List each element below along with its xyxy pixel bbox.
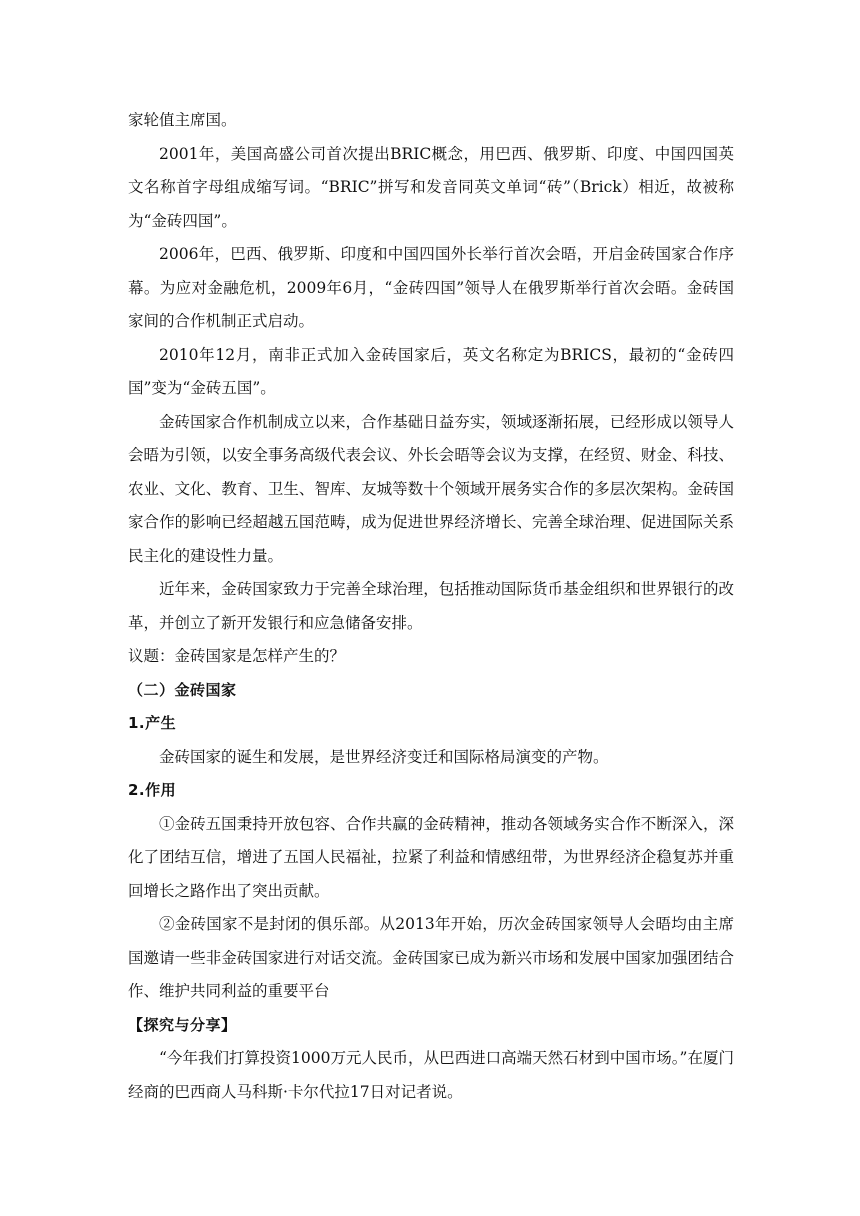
paragraph-south-africa: 2010年12月，南非正式加入金砖国家后，英文名称定为BRICS，最初的“金砖四国”变为“金砖五国”。 — [128, 345, 734, 397]
subsection-role-title: 2.作用 — [128, 781, 177, 799]
subsection-origin-title: 1.产生 — [128, 714, 177, 732]
role-item-2: ②金砖国家不是封闭的俱乐部。从2013年开始，历次金砖国家领导人会晤均由主席国邀请一些非金砖国家进行对话交流。金砖国家已成为新兴市场和发展中国家加强团结合作、维护共同利益的重要平台 — [128, 915, 734, 1000]
role-item-1: ①金砖五国秉持开放包容、合作共赢的金砖精神，推动各领域务实合作不断深入，深化了团结互信，增进了五国人民福祉，拉紧了利益和情感纽带，为世界经济企稳复苏并重回增长之路作出了突出贡献。 — [128, 814, 734, 900]
document-body — [128, 104, 734, 1109]
subsection-origin-text: 金砖国家的诞生和发展，是世界经济变迁和国际格局演变的产物。 — [159, 747, 609, 766]
paragraph-bric-origin: 2001年，美国高盛公司首次提出BRIC概念，用巴西、俄罗斯、印度、中国四国英文名称首字母组成缩写词。“BRIC”拼写和发音同英文单词“砖”（Brick）相近，故被称为“金砖四国”。 — [128, 144, 734, 230]
explore-share-text: “今年我们打算投资1000万元人民币，从巴西进口高端天然石材到中国市场。”在厦门经商的巴西商人马科斯·卡尔代拉17日对记者说。 — [128, 1049, 734, 1101]
paragraph-cooperation: 金砖国家合作机制成立以来，合作基础日益夯实，领域逐渐拓展，已经形成以领导人会晤为引领，以安全事务高级代表会议、外长会晤等会议为支撑，在经贸、财金、科技、农业、文化、教育、卫生、智库、友城等数十个领域开展务实合作的多层次架构。金砖国家合作的影响已经超越五国范畴，成为促进世界经济增长、完善全球治理、促进国际关系民主化的建设性力量。 — [128, 412, 734, 565]
paragraph-global-governance: 近年来，金砖国家致力于完善全球治理，包括推动国际货币基金组织和世界银行的改革，并创立了新开发银行和应急储备安排。 — [128, 580, 734, 632]
section-title: （二）金砖国家 — [128, 680, 237, 699]
topic-question: 议题：金砖国家是怎样产生的？ — [128, 647, 346, 665]
explore-share-title: 【探究与分享】 — [128, 1015, 237, 1034]
paragraph-continuation: 家轮值主席国。 — [128, 111, 237, 129]
paragraph-first-meeting: 2006年，巴西、俄罗斯、印度和中国四国外长举行首次会晤，开启金砖国家合作序幕。为应对金融危机，2009年6月，“金砖四国”领导人在俄罗斯举行首次会晤。金砖国家间的合作机制正式启动。 — [128, 245, 734, 330]
